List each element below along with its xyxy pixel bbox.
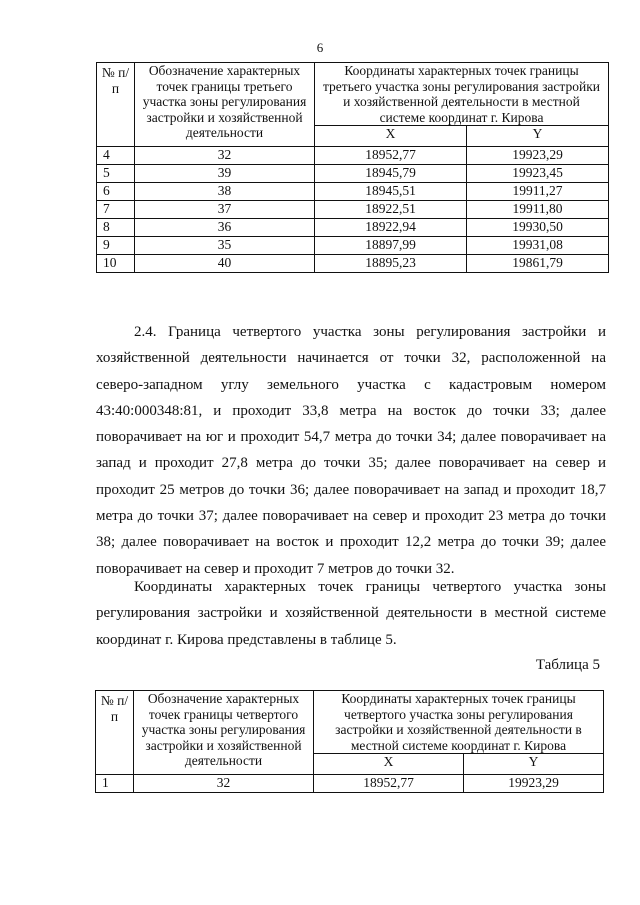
header-coordinates: Координаты характерных точек границы четвертого участка зоны регулирования застройки и хозяйственной деятельности в местной системе координат г. Кирова	[314, 691, 604, 754]
table-row	[97, 201, 609, 219]
cell-x: 18952,77	[315, 147, 467, 165]
cell-point: 35	[135, 237, 315, 255]
cell-num: 10	[97, 255, 135, 273]
cell-y: 19923,29	[464, 775, 604, 793]
header-num: № п/п	[97, 63, 135, 147]
cell-y: 19923,29	[467, 147, 609, 165]
cell-y: 19911,27	[467, 183, 609, 201]
table-row	[97, 237, 609, 255]
paragraph-boundary-description: 2.4. Граница четвертого участка зоны регулирования застройки и хозяйственной деятельности начинается от точки 32, расположенной на северо-западном углу земельного участка с кадастровым номером 43:40:000348:81, и проходит 33,8 метра на восток до точки 33; далее поворачивает на юг и проходит 54,7 метра до точки 34; далее поворачивает на запад и проходит 27,8 метра до точки 35; далее поворачивает на север и проходит 25 метров до точки 36; далее поворачивает на запад и проходит 18,7 метра до точки 37; далее поворачивает на север и проходит 23 метра до точки 38; далее поворачивает на восток и проходит 12,2 метра до точки 39; далее поворачивает на север и проходит 7 метров до точки 32.	[96, 324, 606, 577]
coordinates-table-fourth-zone	[95, 690, 604, 793]
cell-x: 18897,99	[315, 237, 467, 255]
cell-y: 19923,45	[467, 165, 609, 183]
table-caption: Таблица 5	[535, 657, 600, 673]
cell-x: 18945,51	[315, 183, 467, 201]
table-row	[96, 775, 604, 793]
cell-x: 18922,51	[315, 201, 467, 219]
table-row	[97, 255, 609, 273]
cell-point: 32	[135, 147, 315, 165]
cell-y: 19911,80	[467, 201, 609, 219]
cell-y: 19930,50	[467, 219, 609, 237]
cell-point: 32	[134, 775, 314, 793]
cell-x: 18895,23	[315, 255, 467, 273]
header-y: Y	[464, 754, 604, 775]
table-row	[97, 165, 609, 183]
cell-point: 37	[135, 201, 315, 219]
paragraph-coordinates-reference: Координаты характерных точек границы четвертого участка зоны регулирования застройки и хозяйственной деятельности в местной системе координат г. Кирова представлены в таблице 5.	[96, 579, 606, 648]
cell-point: 38	[135, 183, 315, 201]
cell-num: 9	[97, 237, 135, 255]
cell-y: 19931,08	[467, 237, 609, 255]
cell-num: 5	[97, 165, 135, 183]
page-number: 6	[316, 40, 324, 55]
table-row	[97, 147, 609, 165]
table-row	[97, 183, 609, 201]
table-row	[97, 219, 609, 237]
cell-y: 19861,79	[467, 255, 609, 273]
coordinates-table-third-zone	[96, 62, 609, 273]
cell-point: 36	[135, 219, 315, 237]
cell-num: 6	[97, 183, 135, 201]
cell-num: 4	[97, 147, 135, 165]
header-designation: Обозначение характерных точек границы четвертого участка зоны регулирования застройки и хозяйственной деятельности	[134, 691, 314, 775]
header-x: X	[314, 754, 464, 775]
header-num: № п/п	[96, 691, 134, 775]
cell-num: 8	[97, 219, 135, 237]
cell-x: 18922,94	[315, 219, 467, 237]
cell-point: 39	[135, 165, 315, 183]
cell-x: 18952,77	[314, 775, 464, 793]
cell-point: 40	[135, 255, 315, 273]
cell-num: 1	[96, 775, 134, 793]
header-y: Y	[467, 126, 609, 147]
cell-x: 18945,79	[315, 165, 467, 183]
cell-num: 7	[97, 201, 135, 219]
header-x: X	[315, 126, 467, 147]
table-body	[97, 147, 609, 273]
table-body	[96, 775, 604, 793]
header-coordinates: Координаты характерных точек границы третьего участка зоны регулирования застройки и хозяйственной деятельности в местной системе координат г. Кирова	[315, 63, 609, 126]
header-designation: Обозначение характерных точек границы третьего участка зоны регулирования застройки и хозяйственной деятельности	[135, 63, 315, 147]
